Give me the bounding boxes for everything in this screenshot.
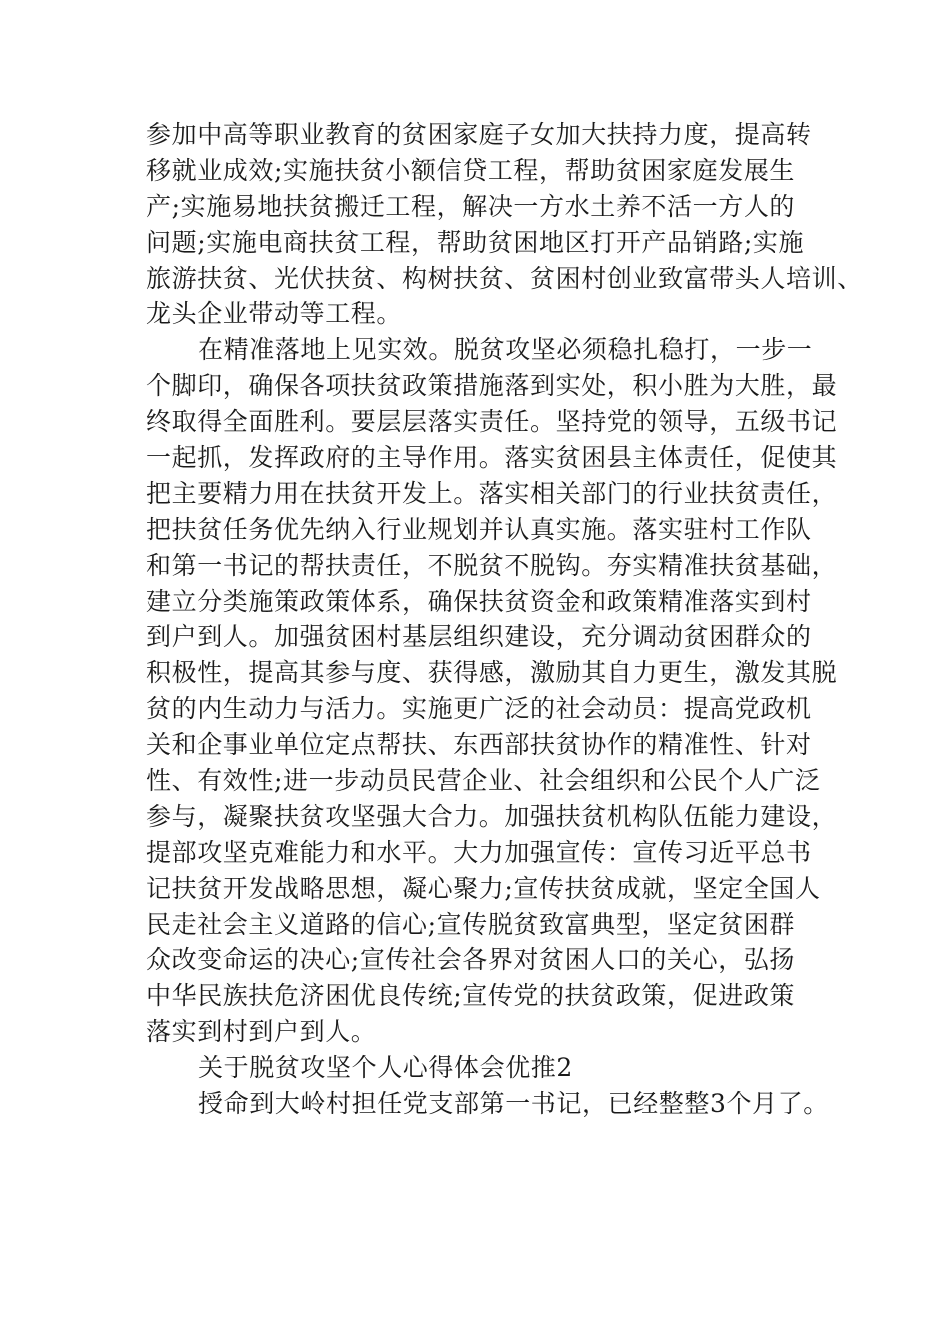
- text-line: 到户到人。加强贫困村基层组织建设，充分调动贫困群众的: [146, 622, 812, 652]
- paragraph-start-line: 在精准落地上见实效。脱贫攻坚必须稳扎稳打，一步一: [198, 335, 813, 365]
- text-line: 移就业成效;实施扶贫小额信贷工程，帮助贫困家庭发展生: [146, 155, 796, 185]
- text-line: 问题;实施电商扶贫工程，帮助贫困地区打开产品销路;实施: [146, 227, 805, 257]
- section-heading: 关于脱贫攻坚个人心得体会优推2: [198, 1053, 573, 1083]
- text-line: 记扶贫开发战略思想，凝心聚力;宣传扶贫成就，坚定全国人: [146, 873, 821, 903]
- text-line: 众改变命运的决心;宣传社会各界对贫困人口的关心，弘扬: [146, 945, 796, 975]
- body-text: [146, 117, 863, 1122]
- text-line: 中华民族扶危济困优良传统;宣传党的扶贫政策，促进政策: [146, 981, 796, 1011]
- text-line: 提部攻坚克难能力和水平。大力加强宣传：宣传习近平总书: [146, 837, 812, 867]
- text-line: 贫的内生动力与活力。实施更广泛的社会动员：提高党政机: [146, 694, 812, 724]
- text-line: 关和企事业单位定点帮扶、东西部扶贫协作的精准性、针对: [146, 730, 812, 760]
- text-line: 个脚印，确保各项扶贫政策措施落到实处，积小胜为大胜，最: [146, 371, 838, 401]
- paragraph-start-line: 授命到大岭村担任党支部第一书记，已经整整3个月了。: [198, 1089, 829, 1119]
- text-line: 落实到村到户到人。: [146, 1017, 377, 1047]
- text-line: 建立分类施策政策体系，确保扶贫资金和政策精准落实到村: [146, 586, 812, 616]
- text-line: 和第一书记的帮扶责任，不脱贫不脱钩。夯实精准扶贫基础，: [146, 550, 838, 580]
- text-line: 终取得全面胜利。要层层落实责任。坚持党的领导，五级书记: [146, 407, 838, 437]
- text-line: 性、有效性;进一步动员民营企业、社会组织和公民个人广泛: [146, 766, 821, 796]
- text-line: 把扶贫任务优先纳入行业规划并认真实施。落实驻村工作队: [146, 514, 812, 544]
- text-line: 龙头企业带动等工程。: [146, 299, 403, 329]
- text-line: 产;实施易地扶贫搬迁工程，解决一方水土养不活一方人的: [146, 191, 796, 221]
- text-line: 参与，凝聚扶贫攻坚强大合力。加强扶贫机构队伍能力建设，: [146, 801, 838, 831]
- text-line: 参加中高等职业教育的贫困家庭子女加大扶持力度，提高转: [146, 120, 812, 149]
- text-line: 积极性，提高其参与度、获得感，激励其自力更生，激发其脱: [146, 658, 838, 688]
- text-line: 把主要精力用在扶贫开发上。落实相关部门的行业扶贫责任，: [146, 478, 838, 508]
- text-line: 旅游扶贫、光伏扶贫、构树扶贫、贫困村创业致富带头人培训、: [146, 263, 863, 293]
- text-line: 一起抓，发挥政府的主导作用。落实贫困县主体责任，促使其: [146, 443, 838, 473]
- text-line: 民走社会主义道路的信心;宣传脱贫致富典型，坚定贫困群: [146, 909, 796, 939]
